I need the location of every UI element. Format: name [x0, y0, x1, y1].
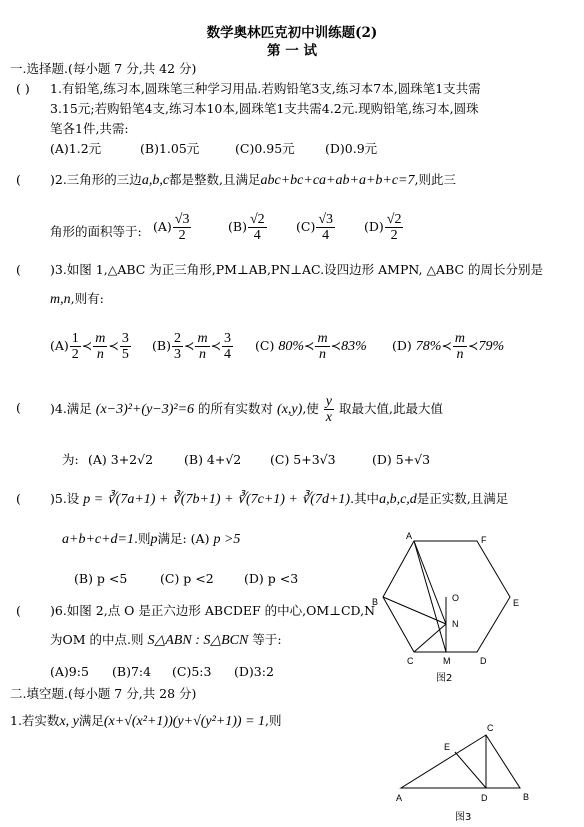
q5-line2: a+b+c+d=1.则p满足: (A) p >5: [62, 531, 241, 547]
fig2-label-f: F: [481, 535, 487, 545]
q3-option-d: (D) 78%≺ $\frac{m}{n}$ ≺79%: [392, 331, 505, 362]
q1-line1: 1.有铅笔,练习本,圆珠笔三种学习用品.若购铅笔3支,练习本7本,圆珠笔1支共需: [50, 81, 481, 96]
q3-vars: m,n: [50, 292, 71, 307]
fig3-label-a: A: [396, 793, 403, 803]
q3-option-b: (B) $\frac{2}{3}$ ≺ $\frac{m}{n}$ ≺ $\frac{3}{4}$: [152, 331, 232, 362]
q5-option-c: (C) p <2: [160, 571, 214, 586]
q6-option-b: (B)7:4: [112, 664, 152, 679]
segment-ed: [455, 752, 486, 788]
q2-option-a: (A) $\frac{√3}{2}$: [153, 212, 190, 243]
page-title: 数学奥林匹克初中训练题(2): [206, 25, 378, 41]
q6-option-d: (D)3:2: [234, 664, 274, 679]
q3-option-a: (A) $\frac{1}{2}$ ≺ $\frac{m}{n}$ ≺ $\frac{3}{5}$: [50, 331, 129, 362]
fig2-label-a: A: [406, 531, 413, 541]
q6-option-a: (A)9:5: [50, 664, 89, 679]
q4-equation: (x−3)²+(y−3)²=6: [95, 402, 195, 417]
q3-line1: )3.如图 1,△ABC 为正三角形,PM⊥AB,PN⊥AC.设四边形 AMPN, △ABC 的周长分别是: [50, 262, 544, 277]
q2-d-den: 2: [390, 228, 398, 243]
q2-vars: a,b,c: [141, 173, 170, 188]
fig2-caption: 图2: [436, 673, 453, 684]
q2-line2: 角形的面积等于:: [50, 224, 142, 239]
triangle-abc: [401, 735, 520, 788]
fig3-label-b: B: [523, 792, 530, 802]
answer-blank-q6: (: [16, 603, 37, 618]
answer-blank-q3: (: [16, 262, 37, 277]
answer-blank-q1: ( ): [16, 81, 30, 96]
q5-line1: )5.设 p = ∛(7a+1) + ∛(7b+1) + ∛(7c+1) + ∛(7d+1).其中a,b,c,d是正实数,且满足: [50, 491, 509, 507]
fill1-equation: (x+√(x²+1))(y+√(y²+1)) = 1: [103, 714, 266, 729]
q2-a-num: √3: [174, 212, 190, 227]
q2-b-num: √2: [249, 212, 265, 227]
q2-c-den: 4: [322, 228, 330, 243]
section-heading-fill: 二.填空题.(每小题 7 分,共 28 分): [10, 686, 197, 701]
q2-text-c: ,则此三: [414, 172, 456, 187]
answer-blank-q4: (: [16, 400, 37, 415]
answer-blank-q2: (: [16, 172, 37, 187]
section-heading-choice: 一.选择题.(每小题 7 分,共 42 分): [10, 61, 197, 76]
q2-line1: [50, 172, 456, 189]
fig3-label-e: E: [444, 742, 451, 752]
q4-line2: 为:: [62, 452, 79, 467]
hexagon-outline: [383, 541, 510, 652]
q1-option-b: (B)1.05元: [140, 141, 200, 156]
q5-condition: a+b+c+d=1: [62, 532, 135, 547]
q5-equation: p = ∛(7a+1) + ∛(7b+1) + ∛(7c+1) + ∛(7d+1): [83, 492, 351, 507]
fig2-label-b: B: [372, 597, 379, 607]
q1-option-a: (A)1.2元: [50, 141, 102, 156]
q2-option-c: (C) $\frac{√3}{4}$: [296, 212, 334, 243]
q1-line3: 笔各1件,共需:: [50, 121, 129, 136]
q4-option-b: (B) 4+√2: [184, 452, 242, 467]
fig3-label-d: D: [481, 793, 488, 803]
q4-option-a: (A) 3+2√2: [88, 452, 154, 467]
q3-option-c: (C) 80%≺ $\frac{m}{n}$ ≺83%: [255, 331, 367, 362]
fig2-label-c: C: [407, 656, 414, 666]
answer-blank-q5: (: [16, 491, 37, 506]
q1-option-c: (C)0.95元: [235, 141, 295, 156]
fig2-label-o: O: [452, 593, 460, 603]
q4-option-c: (C) 5+3√3: [270, 452, 336, 467]
fig2-label-n: N: [452, 619, 459, 629]
q2-d-num: √2: [386, 212, 402, 227]
q6-option-c: (C)5:3: [172, 664, 212, 679]
q2-text-b: 都是整数,且满足: [169, 172, 261, 187]
fig2-label-d: D: [480, 656, 487, 666]
q4-line1: )4.满足 (x−3)²+(y−3)²=6 的所有实数对 (x,y),使 $\frac{y}{x}$ 取最大值,此最大值: [50, 394, 443, 425]
q2-text-a: )2.三角形的三边: [50, 172, 142, 187]
q4-option-d: (D) 5+√3: [372, 452, 431, 467]
q6-line1: )6.如图 2,点 O 是正六边形 ABCDEF 的中心,OM⊥CD,N: [50, 603, 376, 618]
q6-ratio: S△ABN : S△BCN: [147, 633, 249, 648]
q2-option-b: (B) $\frac{√2}{4}$: [228, 212, 265, 243]
fig3-label-c: C: [487, 723, 494, 733]
segment-ab: [414, 541, 446, 652]
q2-a-den: 2: [178, 228, 186, 243]
fig2-label-e: E: [513, 598, 520, 608]
q2-option-d: (D) $\frac{√2}{2}$: [364, 212, 402, 243]
q2-b-den: 4: [253, 228, 261, 243]
q2-equation: abc+bc+ca+ab+a+b+c=7: [260, 173, 415, 188]
fig3-caption: 图3: [455, 812, 472, 823]
fig2-label-m: M: [443, 656, 451, 666]
fill1-line1: 1.若实数x, y满足(x+√(x²+1))(y+√(y²+1)) = 1,则: [10, 713, 282, 729]
q3-line2: m,n,则有:: [50, 291, 104, 307]
q5-option-b: (B) p <5: [74, 571, 128, 586]
q6-line2: 为OM 的中点.则 S△ABN : S△BCN 等于:: [50, 632, 282, 648]
q2-c-num: √3: [318, 212, 334, 227]
q1-line2: 3.15元;若购铅笔4支,练习本10本,圆珠笔1支共需4.2元.现购铅笔,练习本,圆珠: [50, 101, 479, 116]
q1-option-d: (D)0.9元: [325, 141, 378, 156]
page-subtitle: 第 一 试: [267, 43, 317, 59]
q5-option-d: (D) p <3: [244, 571, 299, 586]
q5-option-a: p >5: [213, 532, 241, 547]
